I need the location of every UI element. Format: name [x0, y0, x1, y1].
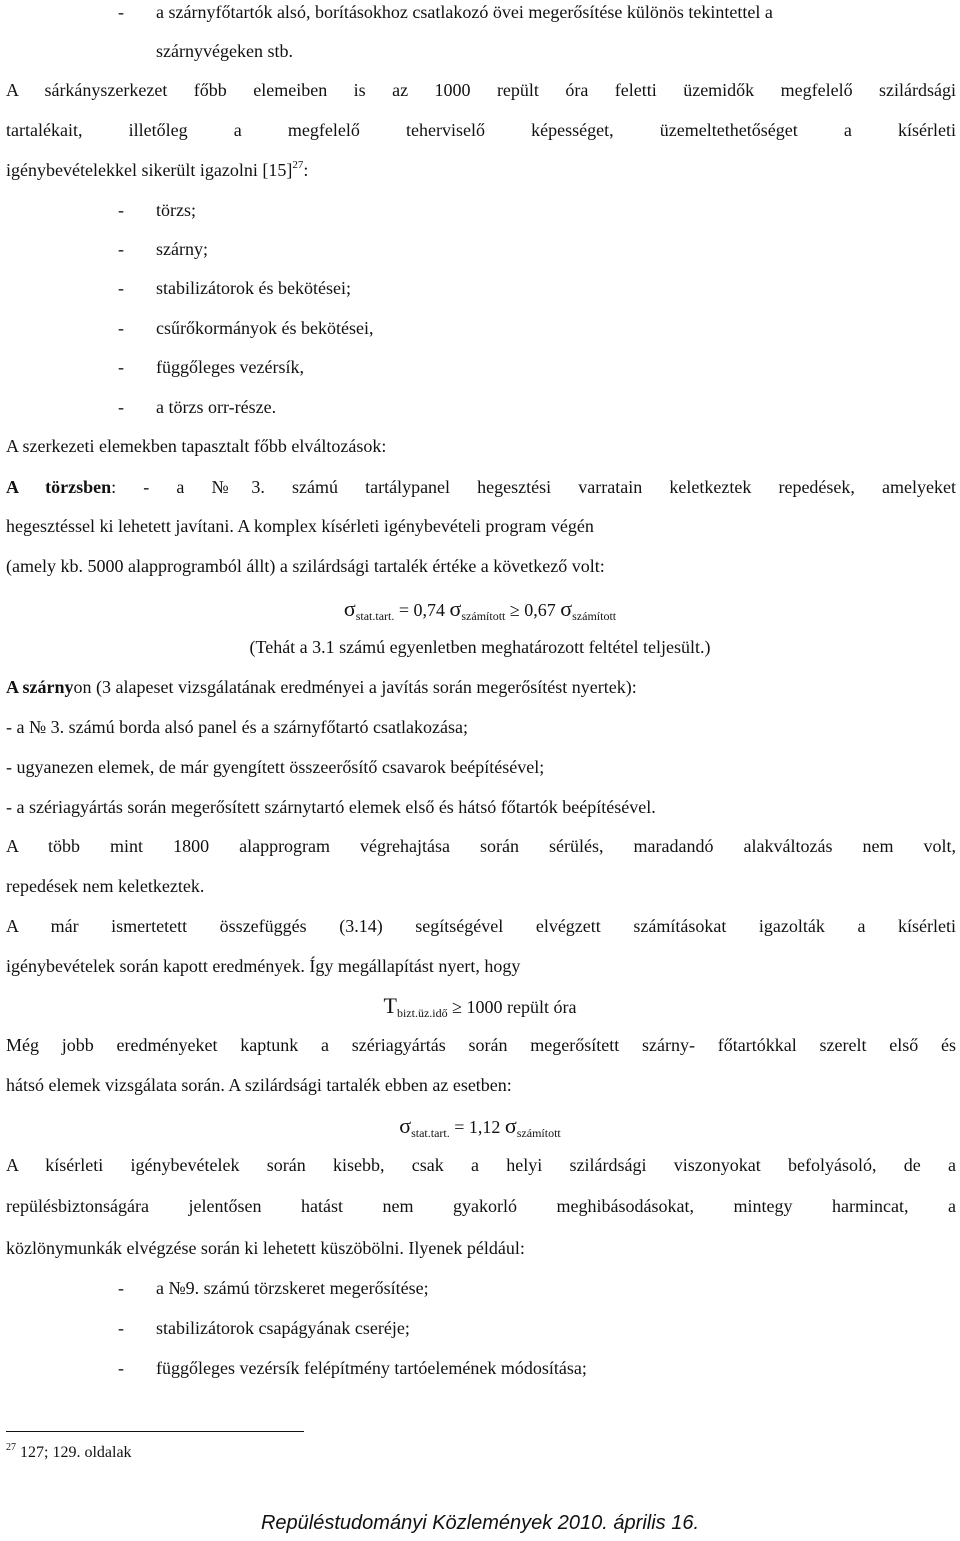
equation-note: (Tehát a 3.1 számú egyenletben meghatározott feltétel teljesült.) [249, 637, 711, 657]
equation-text: ≥ 0,67 [505, 600, 561, 620]
footnote-divider [6, 1431, 304, 1432]
sigma-symbol: σ [560, 596, 573, 621]
equation-text: = 0,74 [394, 600, 450, 620]
bold-heading: A törzsben [6, 477, 112, 497]
footnote-text: 127; 129. oldalak [16, 1444, 132, 1461]
paragraph-line: közlönymunkák elvégzése során ki lehetett küszöbölni. Ilyenek például: [6, 1238, 525, 1258]
equation [0, 589, 960, 629]
paragraph-line [6, 667, 956, 707]
paragraph-line: hegesztéssel ki lehetett javítani. A komplex kísérleti igénybevételi program végén [6, 516, 594, 536]
paragraph-line: Még jobb eredményeket kaptunk a szériagyártás során megerősített szárny- főtartókkal szerelt első és [6, 1035, 956, 1055]
paragraph-line: repedések nem keletkeztek. [6, 876, 205, 896]
list-item: a №9. számú törzskeret megerősítése; [156, 1278, 429, 1298]
subscript: stat.tart. [411, 1126, 450, 1140]
list-item: stabilizátorok csapágyának cseréje; [156, 1318, 410, 1338]
equation-text: = 1,12 [449, 1117, 505, 1137]
symbol-t: T [383, 993, 397, 1018]
bold-heading: A szárny [6, 677, 74, 697]
paragraph-text: : [303, 160, 309, 180]
list-dash: - [118, 278, 124, 298]
footnote-number: 27 [6, 1442, 16, 1453]
equation [0, 1106, 960, 1146]
subscript: számított [461, 609, 506, 623]
paragraph-line: hátsó elemek vizsgálata során. A szilárdsági tartalék ebben az esetben: [6, 1075, 512, 1095]
paragraph-line: repülésbiztonságára jelentősen hatást nem gyakorló meghibásodásokat, mintegy harmincat, a [6, 1196, 956, 1216]
list-dash: - [118, 357, 124, 377]
list-item: - ugyanezen elemek, de már gyengített összeerősítő csavarok beépítésével; [6, 757, 545, 777]
paragraph-line [6, 467, 956, 507]
paragraph-text: igénybevételekkel sikerült igazolni [15] [6, 160, 293, 180]
page-footer: Repüléstudományi Közlemények 2010. április 16. [260, 1512, 700, 1534]
paragraph-line: A kísérleti igénybevételek során kisebb, csak a helyi szilárdsági viszonyokat befolyásoló, de a [6, 1155, 956, 1175]
equation [0, 986, 960, 1026]
list-item: stabilizátorok és bekötései; [156, 278, 351, 298]
paragraph-line: (amely kb. 5000 alapprogramból állt) a szilárdsági tartalék értéke a következő volt: [6, 556, 605, 576]
paragraph-text: on (3 alapeset vizsgálatának eredményei a javítás során megerősítést nyertek): [73, 677, 637, 697]
list-dash: - [118, 318, 124, 338]
sigma-symbol: σ [399, 1113, 412, 1138]
list-dash: - [118, 397, 124, 417]
paragraph-line: A sárkányszerkezet főbb elemeiben is az 1000 repült óra feletti üzemidők megfelelő szilárdsági [6, 80, 956, 100]
sigma-symbol: σ [343, 596, 356, 621]
list-item: csűrőkormányok és bekötései, [156, 318, 374, 338]
paragraph-line: A már ismertetett összefüggés (3.14) segítségével elvégzett számításokat igazolták a kísérleti [6, 916, 956, 936]
sigma-symbol: σ [449, 596, 462, 621]
list-dash: - [118, 1318, 124, 1338]
list-dash: - [118, 1358, 124, 1378]
list-item: függőleges vezérsík, [156, 357, 304, 377]
list-item: - a № 3. számú borda alsó panel és a szárnyfőtartó csatlakozása; [6, 717, 468, 737]
list-item: a törzs orr-része. [156, 397, 277, 417]
list-item: - a szériagyártás során megerősített szárnytartó elemek első és hátsó főtartók beépítésével. [6, 797, 656, 817]
subscript: számított [516, 1126, 561, 1140]
equation-text: ≥ 1000 repült óra [447, 997, 577, 1017]
sigma-symbol: σ [504, 1113, 517, 1138]
subscript: stat.tart. [355, 609, 395, 623]
paragraph-line: A szerkezeti elemekben tapasztalt főbb elváltozások: [6, 436, 387, 456]
paragraph-text: : - a №3. számú tartálypanel hegesztési varratain keletkeztek repedések, amelyeket [111, 477, 957, 497]
footnote-ref: 27 [292, 159, 304, 171]
subscript: bizt.üz.idő [396, 1006, 448, 1020]
list-dash: - [118, 239, 124, 259]
list-dash: - [118, 1278, 124, 1298]
paragraph-line: igénybevételek során kapott eredmények. Így megállapítást nyert, hogy [6, 956, 521, 976]
paragraph-line: tartalékait, illetőleg a megfelelő teherviselő képességet, üzemeltethetőséget a kísérleti [6, 120, 956, 140]
list-item: függőleges vezérsík felépítmény tartóelemének módosítása; [156, 1358, 587, 1378]
subscript: számított [572, 609, 617, 623]
list-dash: - [118, 200, 124, 220]
list-item-continuation: szárnyvégeken stb. [156, 41, 293, 61]
list-dash: - [118, 2, 124, 22]
footnote [6, 1440, 132, 1466]
list-item: szárny; [156, 239, 208, 259]
paragraph-line: A több mint 1800 alapprogram végrehajtása során sérülés, maradandó alakváltozás nem volt, [6, 836, 956, 856]
list-item: törzs; [156, 200, 196, 220]
list-item: a szárnyfőtartók alsó, borításokhoz csatlakozó övei megerősítése különös tekintettel a [156, 2, 773, 22]
paragraph-line [6, 150, 956, 190]
